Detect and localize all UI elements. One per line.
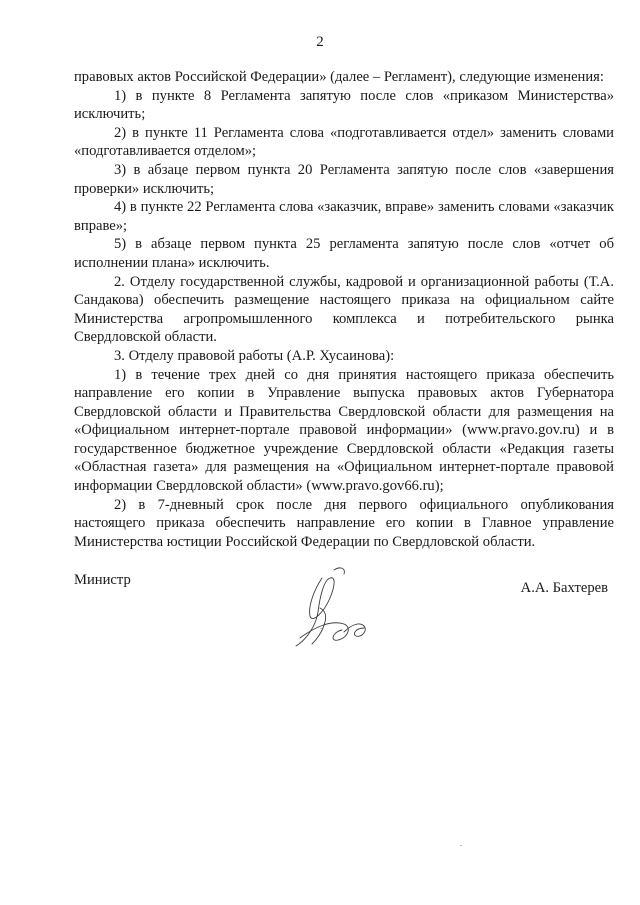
paragraph: 1) в течение трех дней со дня принятия настоящего приказа обеспечить направление его копии в Управление выпуска правовых актов Губернатора Свердловской области и Правительства Свердловской области для размещения на «Официальном интернет-портале правовой информации» (www.pravo.gov.ru) и в государственное бюджетное учреждение Свердловской области «Редакция газеты «Областная газета» для размещения на «Официальном интернет-портале правовой информации Свердловской области» (www.pravo.gov66.ru); (74, 366, 614, 495)
page-number: 2 (316, 34, 324, 50)
paragraph: 1) в пункте 8 Регламента запятую после слов «приказом Министерства» исключить; (74, 87, 614, 123)
paragraph: 2) в 7-дневный срок после дня первого официального опубликования настоящего приказа обеспечить направление его копии в Главное управление Министерства юстиции Российской Федерации по Свердловской области. (74, 496, 614, 550)
scan-speck (460, 845, 462, 846)
paragraph: правовых актов Российской Федерации» (далее – Регламент), следующие изменения: (74, 69, 604, 85)
scan-speck (320, 628, 322, 629)
document-body (74, 68, 614, 551)
signatory-name: А.А. Бахтерев (520, 580, 608, 596)
paragraph: 2) в пункте 11 Регламента слова «подготавливается отдел» заменить словами «подготавливается отделом»; (74, 124, 614, 160)
paragraph: 4) в пункте 22 Регламента слова «заказчик, вправе» заменить словами «заказчик вправе»; (74, 199, 614, 234)
paragraph: 3. Отделу правовой работы (А.Р. Хусаинова): (114, 347, 395, 364)
paragraph: 2. Отделу государственной службы, кадровой и организационной работы (Т.А. Сандакова) обеспечить размещение настоящего приказа на официальном сайте Министерства агропромышленного комплекса и потребительского рынка Свердловской области. (74, 273, 614, 346)
paragraph: 3) в абзаце первом пункта 20 Регламента запятую после слов «завершения проверки» исключить; (74, 161, 614, 197)
signature-block (74, 572, 614, 642)
paragraph: 5) в абзаце первом пункта 25 регламента запятую после слов «отчет об исполнении плана» исключить. (74, 236, 614, 271)
signatory-title: Министр (74, 572, 131, 588)
handwritten-signature (280, 550, 400, 660)
